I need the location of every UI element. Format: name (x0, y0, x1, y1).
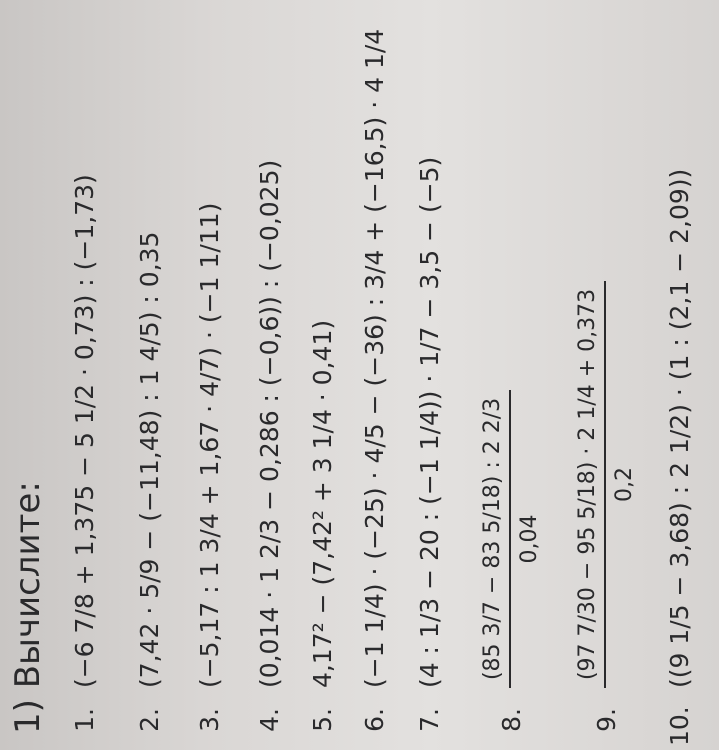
problem-expression: (0,014 · 1 2/3 − 0,286 : (−0,6)) : (−0,025) (255, 159, 284, 689)
fraction-numerator: (85 3/7 − 83 5/18) : 2 2/3 (480, 390, 511, 688)
problem-expression: (−6 7/8 + 1,375 − 5 1/2 · 0,73) : (−1,73) (70, 174, 99, 689)
problem-row (415, 157, 444, 746)
problem-number: 10. (665, 706, 694, 746)
fraction-denominator: 0,04 (517, 514, 542, 564)
problem-expression: (7,42 · 5/9 − (−11,48) : 1 4/5) : 0,35 (135, 231, 164, 689)
problem-number: 7. (415, 708, 444, 732)
problem-row (255, 160, 284, 746)
problem-row (480, 390, 542, 746)
problem-row (135, 232, 164, 746)
heading-number: 1) (8, 699, 48, 734)
problem-number: 2. (135, 708, 164, 732)
problem-row (575, 281, 637, 746)
problem-row (308, 320, 337, 746)
heading-title: Вычислите: (8, 481, 48, 689)
fraction-expression (575, 281, 637, 688)
problem-expression: ((9 1/5 − 3,68) : 2 1/2) · (1 : (2,1 − 2,09)) (665, 168, 694, 689)
problem-row (195, 203, 224, 746)
problem-row (70, 174, 99, 746)
exercise-heading (8, 481, 48, 734)
fraction-denominator: 0,2 (612, 466, 637, 502)
problem-expression: (−5,17 : 1 3/4 + 1,67 · 4/7) · (−1 1/11) (195, 202, 224, 689)
problem-expression: 4,17² − (7,42² + 3 1/4 · 0,41) (308, 319, 337, 689)
problem-number: 5. (308, 708, 337, 732)
problem-number: 1. (70, 708, 99, 732)
fraction-numerator: (97 7/30 − 95 5/18) · 2 1/4 + 0,373 (575, 281, 606, 688)
problem-number: 3. (195, 708, 224, 732)
problem-expression: (−1 1/4) · (−25) · 4/5 − (−36) : 3/4 + (−16,5) · 4 1/4 (360, 28, 389, 689)
problem-expression: (4 : 1/3 − 20 : (−1 1/4)) · 1/7 − 3,5 − (−5) (415, 156, 444, 689)
problem-row (665, 169, 694, 746)
problem-number: 4. (255, 708, 284, 732)
problem-number: 8. (496, 708, 526, 732)
problem-number: 9. (591, 708, 621, 732)
problem-row (360, 29, 389, 746)
fraction-expression (480, 390, 542, 688)
problem-number: 6. (360, 708, 389, 732)
